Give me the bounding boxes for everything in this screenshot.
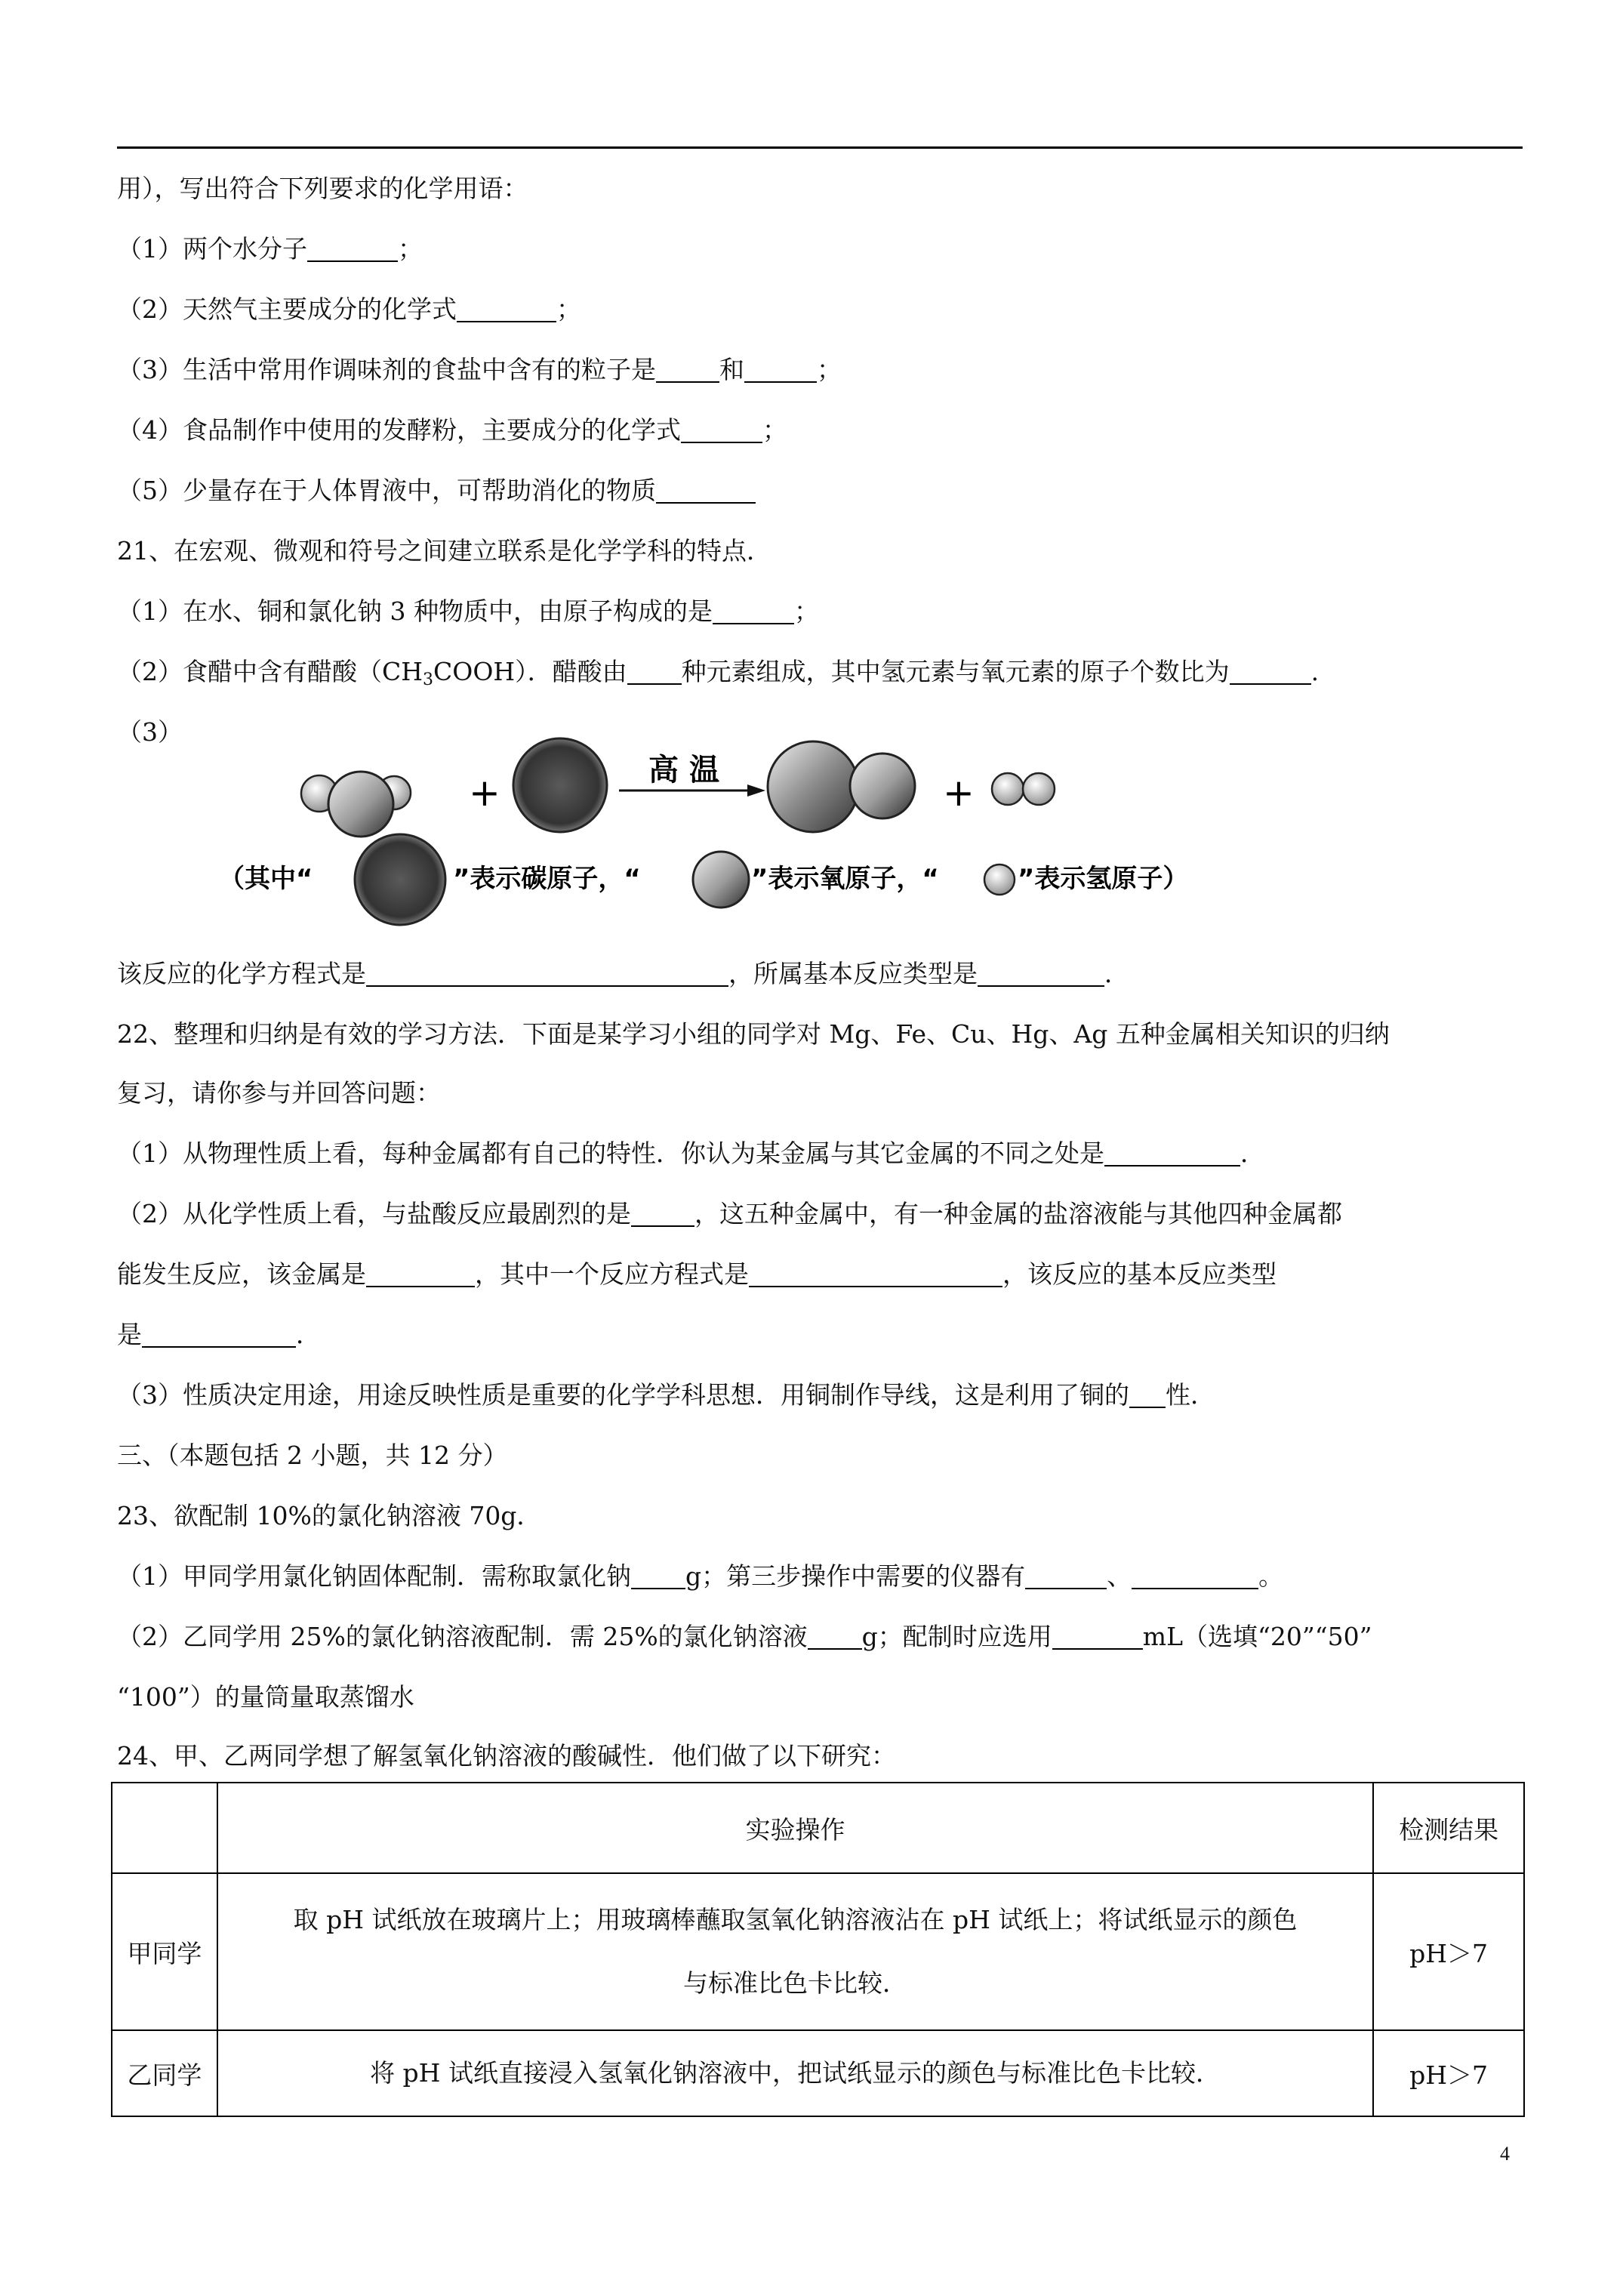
answer-blank[interactable] <box>978 960 1104 987</box>
hydrogen-molecule <box>992 773 1055 805</box>
q22-part-1: （1）从物理性质上看，每种金属都有自己的特性．你认为某金属与其它金属的不同之处是 ． <box>117 1139 1265 1168</box>
q22-part-3: （3）性质决定用途，用途反映性质是重要的化学学科思想．用铜制作导线，这是利用了铜的 性． <box>117 1380 1215 1410</box>
hydrogen-atom-legend <box>984 864 1015 895</box>
table-cell-student: 甲同学 <box>112 1873 217 2030</box>
answer-blank[interactable] <box>1230 658 1311 685</box>
plus-sign: + <box>469 771 500 815</box>
answer-blank[interactable] <box>627 658 682 685</box>
answer-blank[interactable] <box>1104 1139 1240 1166</box>
q21-part-2: （2）食醋中含有醋酸$(CH_3COOH)$．醋酸由 种元素组成，其中氢元素与氧元素的原子个数比为 . <box>117 657 1320 689</box>
answer-blank[interactable] <box>1025 1562 1107 1589</box>
answer-blank[interactable] <box>744 356 817 383</box>
q23-part-1: （1）甲同学用氯化钠固体配制．需称取氯化钠 g；第三步操作中需要的仪器有 、 。 <box>117 1561 1284 1591</box>
table-row <box>112 2030 1524 2116</box>
q21-title: 21、在宏观、微观和符号之间建立联系是化学学科的特点． <box>117 536 771 566</box>
q24-title: 24、甲、乙两同学想了解氢氧化钠溶液的酸碱性．他们做了以下研究： <box>117 1741 896 1771</box>
q20-item-1: （1）两个水分子 ； <box>117 234 423 264</box>
q22-title: 22、整理和归纳是有效的学习方法．下面是某学习小组的同学对 Mg、Fe、Cu、Hg、Ag 五种金属相关知识的归纳 <box>117 1019 1390 1049</box>
q20-item-2: （2）天然气主要成分的化学式 ； <box>117 294 581 324</box>
answer-blank[interactable] <box>366 1260 475 1287</box>
answer-blank[interactable] <box>808 1623 862 1650</box>
answer-blank[interactable] <box>1052 1623 1143 1650</box>
svg-text:”表示氢原子）: ”表示氢原子） <box>1018 864 1189 894</box>
table-header-cell: 检测结果 <box>1373 1783 1524 1873</box>
answer-blank[interactable] <box>457 295 556 322</box>
answer-blank[interactable] <box>366 960 728 987</box>
carbon-atom-legend <box>355 834 445 925</box>
table-header-cell: 实验操作 <box>217 1783 1373 1873</box>
page-number: 4 <box>1500 2143 1510 2165</box>
q23-part-2-cont: “100”）的量筒量取蒸馏水 <box>117 1682 414 1712</box>
answer-blank[interactable] <box>681 416 762 443</box>
answer-blank[interactable] <box>307 235 398 262</box>
table-cell-result: pH＞7 <box>1373 2030 1524 2116</box>
plus-sign: + <box>943 771 975 815</box>
svg-text:”表示碳原子，“: ”表示碳原子，“ <box>453 864 641 894</box>
table-cell-operation: 取 pH 试纸放在玻璃片上；用玻璃棒蘸取氢氧化钠溶液沾在 pH 试纸上；将试纸显示的颜色 与标准比色卡比较． <box>217 1873 1373 2030</box>
answer-blank[interactable] <box>631 1562 685 1589</box>
q21-part-1: （1）在水、铜和氯化钠 3 种物质中，由原子构成的是 ； <box>117 596 819 626</box>
carbon-monoxide-molecule <box>768 741 915 832</box>
atom-legend <box>219 834 1188 925</box>
table-cell-student: 乙同学 <box>112 2030 217 2116</box>
reaction-diagram <box>219 736 1291 940</box>
answer-blank[interactable] <box>1132 1562 1258 1589</box>
q21-part-3-question: 该反应的化学方程式是 ，所属基本反应类型是 ． <box>117 959 1129 988</box>
answer-blank[interactable] <box>1129 1381 1166 1408</box>
table-row <box>112 1873 1524 2030</box>
oxygen-atom-legend <box>693 852 749 908</box>
answer-blank[interactable] <box>631 1200 694 1227</box>
q20-item-5: （5）少量存在于人体胃液中，可帮助消化的物质 <box>117 474 756 507</box>
answer-blank[interactable] <box>656 476 756 504</box>
q22-part-2: （2）从化学性质上看，与盐酸反应最剧烈的是 ，这五种金属中，有一种金属的盐溶液能与其他四种金属都 <box>117 1199 1342 1228</box>
q20-item-4: （4）食品制作中使用的发酵粉，主要成分的化学式 ； <box>117 415 787 445</box>
q23-part-2: （2）乙同学用 25%的氯化钠溶液配制．需 25%的氯化钠溶液 g；配制时应选用 mL（选填“20”“50” <box>117 1622 1372 1651</box>
q21-part-3-label: （3） <box>117 717 183 747</box>
answer-blank[interactable] <box>656 356 719 383</box>
svg-text:”表示氧原子，“: ”表示氧原子，“ <box>751 864 939 894</box>
table-cell-operation: 将 pH 试纸直接浸入氢氧化钠溶液中，把试纸显示的颜色与标准比色卡比较． <box>217 2030 1373 2116</box>
svg-text:（其中“: （其中“ <box>219 864 313 894</box>
water-molecule <box>301 772 411 837</box>
answer-blank[interactable] <box>142 1321 296 1348</box>
table-header-row <box>112 1783 1524 1873</box>
q20-item-3: （3）生活中常用作调味剂的食盐中含有的粒子是 和 ； <box>117 355 842 384</box>
answer-blank[interactable] <box>749 1260 1002 1287</box>
q22-part-2-cont: 能发生反应，该金属是 ，其中一个反应方程式是 ，该反应的基本反应类型 <box>117 1259 1277 1289</box>
svg-text:高 温: 高 温 <box>648 753 719 787</box>
table-header-cell <box>112 1783 217 1873</box>
answer-blank[interactable] <box>713 597 794 624</box>
experiment-table <box>111 1782 1525 2117</box>
carbon-atom <box>513 738 607 832</box>
table-cell-result: pH＞7 <box>1373 1873 1524 2030</box>
q23-title: 23、欲配制 10%的氯化钠溶液 70g． <box>117 1501 542 1530</box>
section-heading: 三、（本题包括 2 小题，共 12 分） <box>117 1441 508 1470</box>
q22-part-2-end: 是 ． <box>117 1320 321 1349</box>
q22-title-cont: 复习，请你参与并回答问题： <box>117 1078 441 1108</box>
q20-intro: 用），写出符合下列要求的化学用语： <box>117 174 528 203</box>
header-rule <box>117 146 1523 149</box>
high-temperature-arrow <box>619 753 765 797</box>
